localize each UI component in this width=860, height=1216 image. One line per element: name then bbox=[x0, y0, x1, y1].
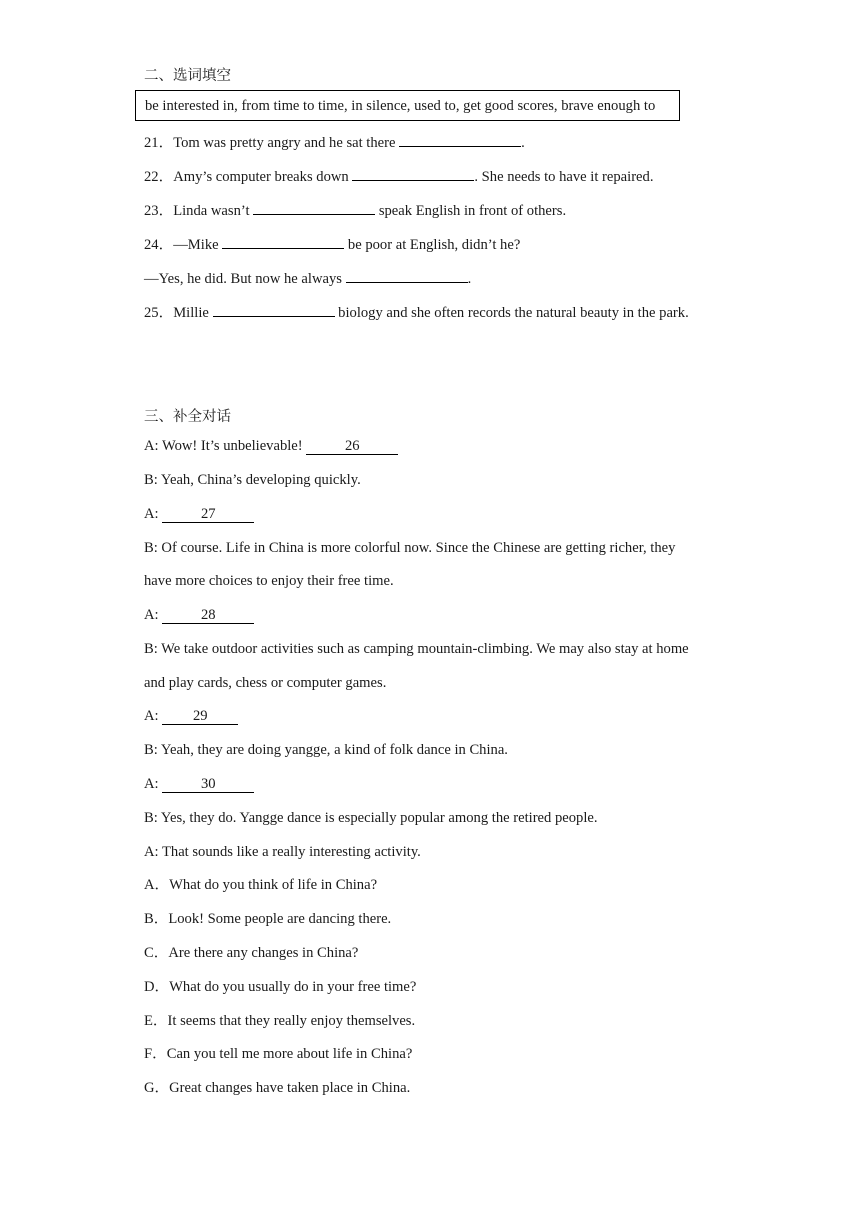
dialogue-text: A: bbox=[144, 708, 163, 724]
dialogue-line bbox=[144, 437, 398, 455]
answer-blank[interactable] bbox=[222, 234, 344, 249]
question-text: —Mike bbox=[173, 237, 223, 253]
question-text-end: . She needs to have it repaired. bbox=[474, 169, 654, 185]
dialogue-text: A: Wow! It’s unbelievable! bbox=[144, 438, 307, 454]
question-25 bbox=[144, 302, 689, 322]
option-c bbox=[144, 944, 358, 962]
question-number: 23． bbox=[144, 203, 174, 219]
section-2-heading: 二、选词填空 bbox=[144, 68, 231, 84]
answer-blank[interactable] bbox=[253, 200, 375, 215]
option-d bbox=[144, 978, 416, 996]
option-text: What do you usually do in your free time? bbox=[169, 979, 417, 995]
question-text-end: be poor at English, didn’t he? bbox=[344, 237, 521, 253]
dialogue-blank-26[interactable]: 26 bbox=[306, 439, 398, 455]
option-letter: C． bbox=[144, 945, 169, 961]
dialogue-text: A: bbox=[144, 506, 163, 522]
dialogue-blank-27[interactable]: 27 bbox=[162, 507, 254, 523]
question-text-end: speak English in front of others. bbox=[375, 203, 567, 219]
dialogue-line: B: Of course. Life in China is more colorful now. Since the Chinese are getting richer, they bbox=[144, 540, 676, 556]
word-bank-box: be interested in, from time to time, in silence, used to, get good scores, brave enough to bbox=[135, 90, 680, 121]
dialogue-line bbox=[144, 775, 254, 793]
option-e bbox=[144, 1012, 415, 1030]
dialogue-blank-28[interactable]: 28 bbox=[162, 608, 254, 624]
option-letter: D． bbox=[144, 979, 170, 995]
option-letter: B． bbox=[144, 911, 169, 927]
question-text: —Yes, he did. But now he always bbox=[144, 271, 346, 287]
option-f bbox=[144, 1045, 412, 1063]
question-number: 21． bbox=[144, 135, 174, 151]
answer-blank[interactable] bbox=[213, 302, 335, 317]
dialogue-line bbox=[144, 606, 254, 624]
answer-blank[interactable] bbox=[352, 166, 474, 181]
option-a bbox=[144, 876, 377, 894]
option-b bbox=[144, 910, 391, 928]
question-text: Linda wasn’t bbox=[173, 203, 254, 219]
answer-blank[interactable] bbox=[346, 268, 468, 283]
option-text: Are there any changes in China? bbox=[168, 945, 359, 961]
question-22 bbox=[144, 166, 653, 186]
dialogue-line: and play cards, chess or computer games. bbox=[144, 675, 387, 691]
question-24-reply bbox=[144, 268, 471, 288]
option-text: Look! Some people are dancing there. bbox=[168, 911, 392, 927]
option-text: It seems that they really enjoy themselves. bbox=[167, 1013, 416, 1029]
dialogue-text: A: bbox=[144, 776, 163, 792]
question-text: Tom was pretty angry and he sat there bbox=[173, 135, 400, 151]
option-g bbox=[144, 1079, 410, 1097]
option-text: What do you think of life in China? bbox=[169, 877, 378, 893]
dialogue-line: B: Yeah, they are doing yangge, a kind of folk dance in China. bbox=[144, 742, 508, 758]
section-3-heading: 三、补全对话 bbox=[144, 409, 231, 425]
option-letter: F． bbox=[144, 1046, 167, 1062]
dialogue-blank-30[interactable]: 30 bbox=[162, 777, 254, 793]
dialogue-line: B: Yeah, China’s developing quickly. bbox=[144, 472, 361, 488]
option-letter: E． bbox=[144, 1013, 168, 1029]
question-21 bbox=[144, 132, 525, 152]
dialogue-line bbox=[144, 505, 254, 523]
option-letter: A． bbox=[144, 877, 170, 893]
question-text-end: biology and she often records the natural beauty in the park. bbox=[334, 305, 689, 321]
dialogue-blank-29[interactable]: 29 bbox=[162, 709, 238, 725]
dialogue-line: B: Yes, they do. Yangge dance is especially popular among the retired people. bbox=[144, 810, 598, 826]
answer-blank[interactable] bbox=[399, 132, 521, 147]
question-text: Millie bbox=[173, 305, 213, 321]
question-text-end: . bbox=[521, 135, 525, 151]
question-number: 22． bbox=[144, 169, 174, 185]
dialogue-line bbox=[144, 707, 238, 725]
dialogue-text: A: bbox=[144, 607, 163, 623]
option-text: Can you tell me more about life in China? bbox=[166, 1046, 413, 1062]
question-text: Amy’s computer breaks down bbox=[173, 169, 353, 185]
question-number: 25． bbox=[144, 305, 174, 321]
dialogue-line: have more choices to enjoy their free time. bbox=[144, 573, 394, 589]
question-text-end: . bbox=[467, 271, 472, 287]
dialogue-line: B: We take outdoor activities such as camping mountain-climbing. We may also stay at home bbox=[144, 641, 689, 657]
question-number: 24． bbox=[144, 237, 174, 253]
question-23 bbox=[144, 200, 566, 220]
option-text: Great changes have taken place in China. bbox=[169, 1080, 411, 1096]
option-letter: G． bbox=[144, 1080, 170, 1096]
dialogue-line: A: That sounds like a really interesting activity. bbox=[144, 844, 421, 860]
question-24 bbox=[144, 234, 520, 254]
